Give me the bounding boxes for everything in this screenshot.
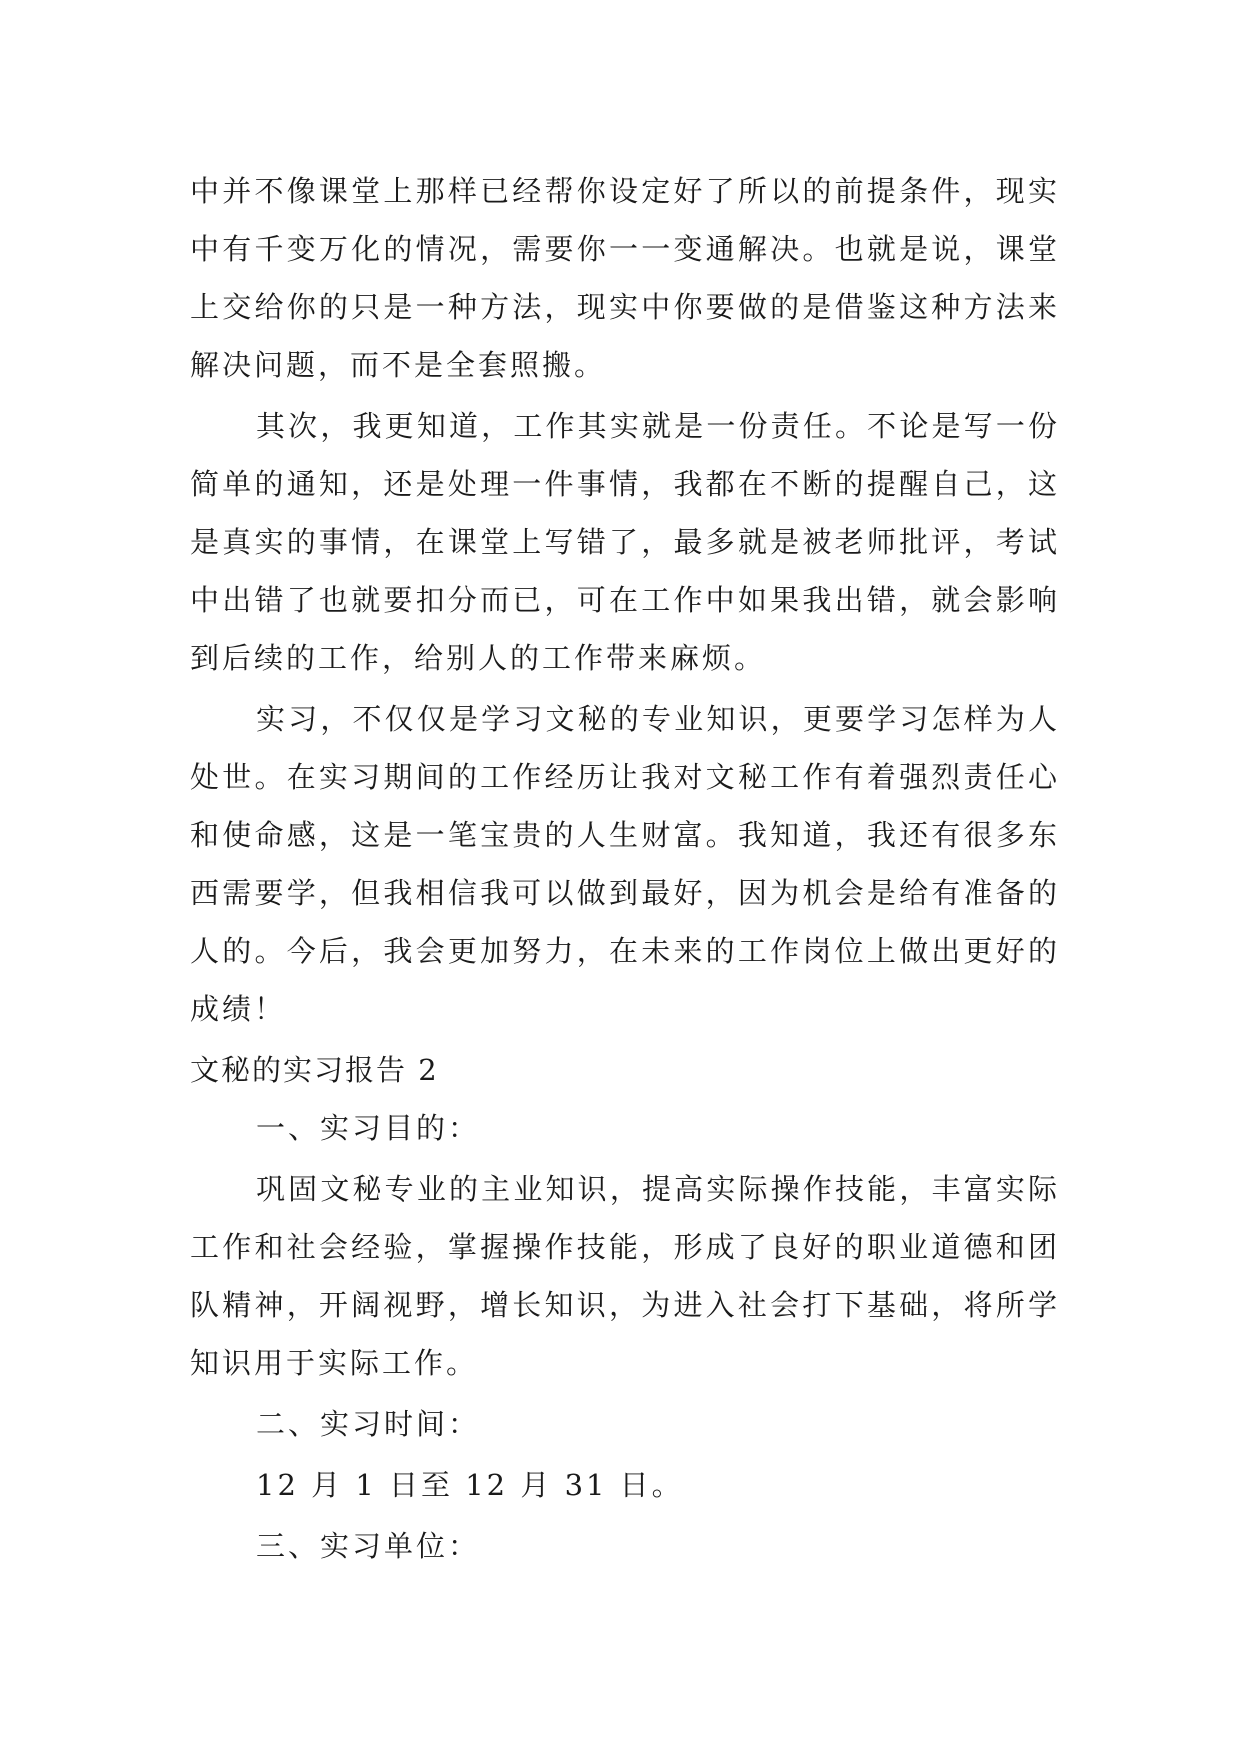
paragraph-work-responsibility: 其次，我更知道，工作其实就是一份责任。不论是写一份简单的通知，还是处理一件事情，我都在不断的提醒自己，这是真实的事情，在课堂上写错了，最多就是被老师批评，考试中出错了也就要扣分而已，可在工作中如果我出错，就会影响到后续的工作，给别人的工作带来麻烦。 [190,409,1060,675]
paragraph-internship-purpose: 巩固文秘专业的主业知识，提高实际操作技能，丰富实际工作和社会经验，掌握操作技能，形成了良好的职业道德和团队精神，开阔视野，增长知识，为进入社会打下基础，将所学知识用于实际工作。 [190,1172,1060,1380]
heading-internship-purpose: 一、实习目的： [256,1111,481,1145]
heading-internship-time: 二、实习时间： [256,1407,481,1441]
paragraph-internship-time: 12 月 1 日至 12 月 31 日。 [256,1468,684,1502]
paragraph-internship-conclusion: 实习，不仅仅是学习文秘的专业知识，更要学习怎样为人处世。在实习期间的工作经历让我对文秘工作有着强烈责任心和使命感，这是一笔宝贵的人生财富。我知道，我还有很多东西需要学，但我相信我可以做到最好，因为机会是给有准备的人的。今后，我会更加努力，在未来的工作岗位上做出更好的成绩！ [190,702,1060,1026]
section-title: 文秘的实习报告 2 [190,1053,439,1087]
paragraph-classroom-vs-reality: 中并不像课堂上那样已经帮你设定好了所以的前提条件，现实中有千变万化的情况，需要你一一变通解决。也就是说，课堂上交给你的只是一种方法，现实中你要做的是借鉴这种方法来解决问题，而不是全套照搬。 [190,174,1060,382]
heading-internship-unit: 三、实习单位： [256,1529,481,1563]
document-body [190,162,1060,1578]
